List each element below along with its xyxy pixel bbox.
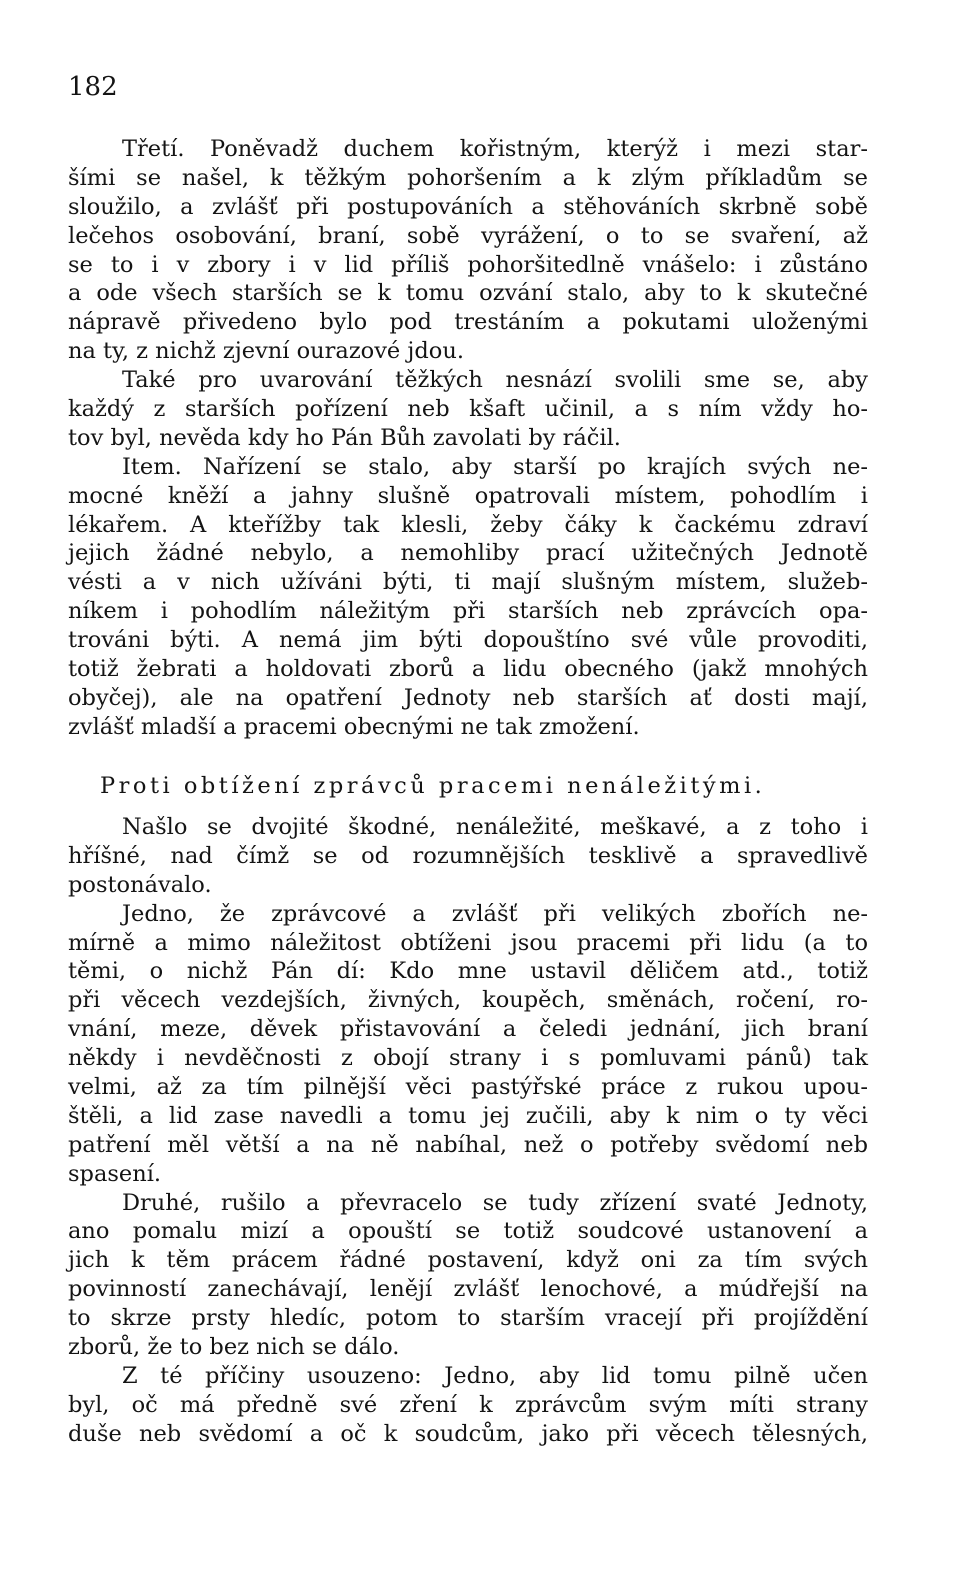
text-line: duše neb svědomí a oč k soudcům, jako při věcech tělesných, <box>68 1420 868 1447</box>
section-heading: Proti obtížení zprávců pracemi nenáležitými. <box>100 773 766 799</box>
text-line: vnání, meze, děvek přistavování a čeledi jednání, jich braní <box>68 1016 868 1043</box>
text-line: těmi, o nichž Pán dí: Kdo mne ustavil děličem atd., totiž <box>68 958 868 985</box>
text-line: a ode všech starších se k tomu ozvání stalo, aby to k skutečné <box>68 280 868 307</box>
text-line: při věcech vezdejších, živných, koupěch, směnách, ročení, ro- <box>68 987 868 1014</box>
text-line: ano pomalu mizí a opouští se totiž soudcové ustanovení a <box>68 1218 868 1245</box>
text-line: lékařem. A kteřížby tak klesli, žeby čáky k čackému zdraví <box>68 511 868 538</box>
text-line: povinností zanechávají, lenějí zvlášť lenochové, a múdřejší na <box>68 1276 868 1303</box>
text-line: trováni býti. A nemá jim býti dopouštíno své vůle provoditi, <box>68 627 868 654</box>
text-line: patření měl větší a na ně nabíhal, než o potřeby svědomí neb <box>68 1131 868 1158</box>
section-1-body <box>68 135 868 742</box>
text-line: lečehos osobování, braní, sobě vyrážení, o to se svaření, až <box>68 222 868 249</box>
text-line: tov byl, nevěda kdy ho Pán Bůh zavolati by ráčil. <box>68 424 621 451</box>
text-line: Třetí. Poněvadž duchem kořistným, kterýž i mezi star- <box>122 136 868 162</box>
text-line: sloužilo, a zvlášť při postupováních a stěhováních skrbně sobě <box>68 193 868 220</box>
text-line: postonávalo. <box>68 871 212 898</box>
section-2-body <box>68 813 868 1449</box>
text-line: zborů, že to bez nich se dálo. <box>68 1334 400 1361</box>
text-line: níkem i pohodlím náležitým při starších neb zprávcích opa- <box>68 598 868 625</box>
text-line: jich k těm prácem řádné postavení, když oni za tím svých <box>68 1247 868 1274</box>
text-line: velmi, až za tím pilnější věci pastýřské práce z rukou upou- <box>68 1074 868 1101</box>
text-line: nápravě přivedeno bylo pod trestáním a pokutami uloženými <box>68 309 868 336</box>
text-line: štěli, a lid zase navedli a tomu jej zučili, aby k nim o ty věci <box>68 1102 868 1129</box>
text-line: byl, oč má předně své zření k zprávcům svým míti strany <box>68 1391 868 1418</box>
text-line: Našlo se dvojité škodné, nenáležité, meškavé, a z toho i <box>122 814 868 840</box>
text-line: mírně a mimo náležitost obtíženi jsou pracemi při lidu (a to <box>68 929 868 956</box>
text-line: šími se našel, k těžkým pohoršením a k zlým příkladům se <box>68 164 868 191</box>
text-line: spasení. <box>68 1160 162 1187</box>
page-number: 182 <box>68 72 118 102</box>
text-line: zvlášť mladší a pracemi obecnými ne tak zmožení. <box>68 713 640 740</box>
text-line: Také pro uvarování těžkých nesnází svolili sme se, aby <box>122 367 868 394</box>
text-line: mocné kněží a jahny slušně opatrovali místem, pohodlím i <box>68 482 868 509</box>
text-line: Jedno, že zprávcové a zvlášť při velikých zbořích ne- <box>122 900 868 927</box>
text-line: Z té příčiny usouzeno: Jedno, aby lid tomu pilně učen <box>122 1362 868 1389</box>
text-line: obyčej), ale na opatření Jednoty neb starších ať dosti mají, <box>68 684 868 711</box>
text-line: Item. Nařízení se stalo, aby starší po krajích svých ne- <box>122 453 868 480</box>
text-line: se to i v zbory i v lid příliš pohoršitedlně vnášelo: i zůstáno <box>68 251 868 278</box>
text-line: každý z starších pořízení neb kšaft učinil, a s ním vždy ho- <box>68 396 868 423</box>
text-line: hříšné, nad čímž se od rozumnějších tesklivě a spravedlivě <box>68 842 868 869</box>
text-line: to skrze prsty hledíc, potom to starším vracejí při projíždění <box>68 1305 868 1332</box>
text-line: jejich žádné nebylo, a nemohliby prací užitečných Jednotě <box>68 540 868 567</box>
text-line: na ty, z nichž zjevní ourazové jdou. <box>68 338 464 365</box>
text-line: vésti a v nich užíváni býti, ti mají slušným místem, služeb- <box>68 569 868 596</box>
text-line: Druhé, rušilo a převracelo se tudy zřízení svaté Jednoty, <box>122 1189 868 1216</box>
text-line: totiž žebrati a holdovati zborů a lidu obecného (jakž mnohých <box>68 656 868 683</box>
text-line: někdy i nevděčnosti z obojí strany i s pomluvami pánů) tak <box>68 1045 868 1072</box>
